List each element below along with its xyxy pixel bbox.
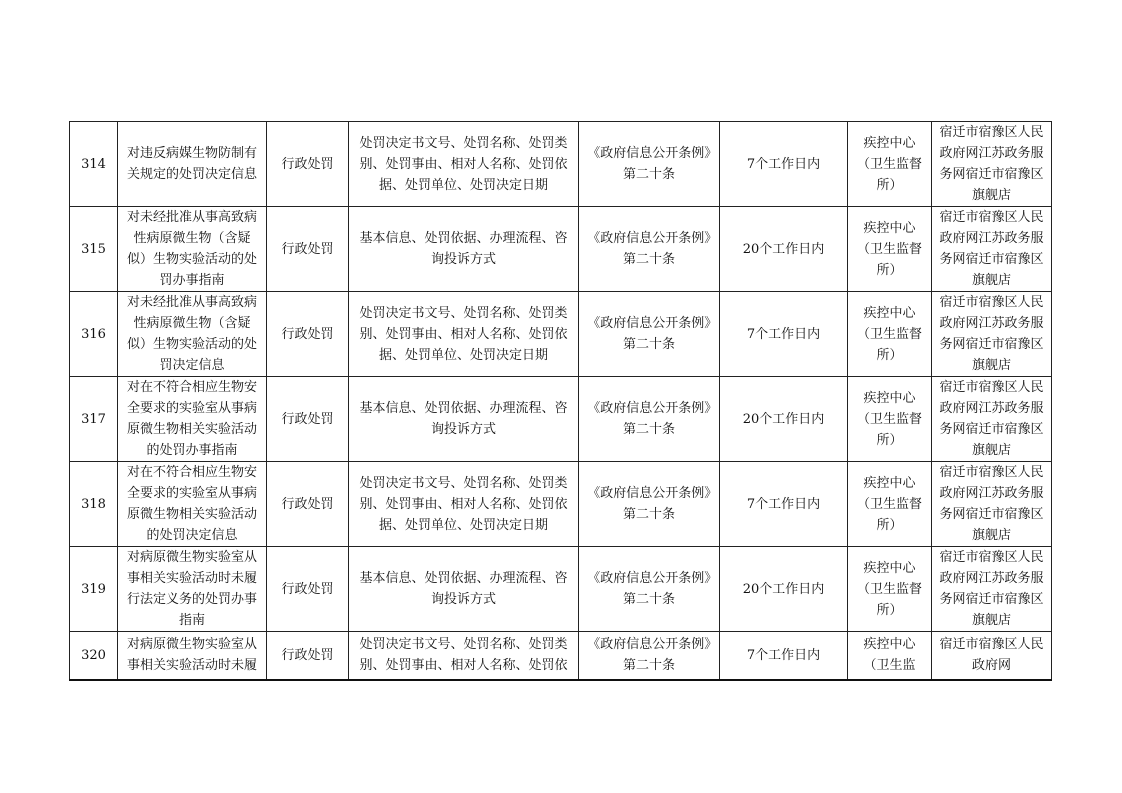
disclosure-period: 20个工作日内 <box>720 547 848 632</box>
disclosure-channel: 宿迁市宿豫区人民政府网江苏政务服务网宿迁市宿豫区旗舰店 <box>932 122 1052 207</box>
disclosure-period: 20个工作日内 <box>720 207 848 292</box>
disclosure-basis: 《政府信息公开条例》第二十条 <box>579 207 720 292</box>
disclosure-channel: 宿迁市宿豫区人民政府网江苏政务服务网宿迁市宿豫区旗舰店 <box>932 462 1052 547</box>
row-number: 316 <box>70 292 118 377</box>
row-number: 320 <box>70 632 118 680</box>
disclosure-channel: 宿迁市宿豫区人民政府网江苏政务服务网宿迁市宿豫区旗舰店 <box>932 292 1052 377</box>
item-name: 对未经批准从事高致病性病原微生物（含疑似）生物实验活动的处罚办事指南 <box>118 207 267 292</box>
responsible-office: 疾控中心（卫生监督所） <box>848 377 932 462</box>
disclosure-period: 7个工作日内 <box>720 632 848 680</box>
item-type: 行政处罚 <box>267 632 349 680</box>
row-number: 318 <box>70 462 118 547</box>
disclosure-basis: 《政府信息公开条例》第二十条 <box>579 377 720 462</box>
disclosure-period: 20个工作日内 <box>720 377 848 462</box>
disclosure-basis: 《政府信息公开条例》第二十条 <box>579 547 720 632</box>
disclosure-table <box>69 121 1052 681</box>
disclosure-channel: 宿迁市宿豫区人民政府网江苏政务服务网宿迁市宿豫区旗舰店 <box>932 207 1052 292</box>
item-name: 对在不符合相应生物安全要求的实验室从事病原微生物相关实验活动的处罚办事指南 <box>118 377 267 462</box>
disclosure-content: 基本信息、处罚依据、办理流程、咨询投诉方式 <box>349 207 579 292</box>
item-type: 行政处罚 <box>267 292 349 377</box>
table-row <box>70 377 1052 462</box>
disclosure-content: 处罚决定书文号、处罚名称、处罚类别、处罚事由、相对人名称、处罚依据、处罚单位、处罚决定日期 <box>349 122 579 207</box>
item-type: 行政处罚 <box>267 377 349 462</box>
disclosure-channel: 宿迁市宿豫区人民政府网江苏政务服务网宿迁市宿豫区旗舰店 <box>932 377 1052 462</box>
disclosure-basis: 《政府信息公开条例》第二十条 <box>579 462 720 547</box>
table-row <box>70 122 1052 207</box>
row-number: 314 <box>70 122 118 207</box>
responsible-office: 疾控中心（卫生监督所） <box>848 547 932 632</box>
table-row <box>70 547 1052 632</box>
table-row <box>70 207 1052 292</box>
disclosure-basis: 《政府信息公开条例》第二十条 <box>579 122 720 207</box>
disclosure-channel: 宿迁市宿豫区人民政府网 <box>932 632 1052 680</box>
responsible-office: 疾控中心（卫生监督所） <box>848 122 932 207</box>
item-name: 对病原微生物实验室从事相关实验活动时未履行法定义务的处罚办事指南 <box>118 547 267 632</box>
item-name: 对未经批准从事高致病性病原微生物（含疑似）生物实验活动的处罚决定信息 <box>118 292 267 377</box>
disclosure-period: 7个工作日内 <box>720 122 848 207</box>
item-name: 对违反病媒生物防制有关规定的处罚决定信息 <box>118 122 267 207</box>
disclosure-basis: 《政府信息公开条例》第二十条 <box>579 292 720 377</box>
item-type: 行政处罚 <box>267 122 349 207</box>
table-row <box>70 292 1052 377</box>
disclosure-content: 基本信息、处罚依据、办理流程、咨询投诉方式 <box>349 377 579 462</box>
disclosure-period: 7个工作日内 <box>720 292 848 377</box>
responsible-office: 疾控中心（卫生监督所） <box>848 292 932 377</box>
disclosure-content: 处罚决定书文号、处罚名称、处罚类别、处罚事由、相对人名称、处罚依据、处罚单位、处罚决定日期 <box>349 292 579 377</box>
disclosure-basis: 《政府信息公开条例》第二十条 <box>579 632 720 680</box>
item-type: 行政处罚 <box>267 547 349 632</box>
responsible-office: 疾控中心（卫生监督所） <box>848 207 932 292</box>
disclosure-content: 处罚决定书文号、处罚名称、处罚类别、处罚事由、相对人名称、处罚依 <box>349 632 579 680</box>
row-number: 315 <box>70 207 118 292</box>
item-name: 对病原微生物实验室从事相关实验活动时未履 <box>118 632 267 680</box>
responsible-office: 疾控中心（卫生监督所） <box>848 462 932 547</box>
row-number: 319 <box>70 547 118 632</box>
item-type: 行政处罚 <box>267 207 349 292</box>
row-number: 317 <box>70 377 118 462</box>
disclosure-period: 7个工作日内 <box>720 462 848 547</box>
disclosure-channel: 宿迁市宿豫区人民政府网江苏政务服务网宿迁市宿豫区旗舰店 <box>932 547 1052 632</box>
responsible-office: 疾控中心（卫生监 <box>848 632 932 680</box>
item-name: 对在不符合相应生物安全要求的实验室从事病原微生物相关实验活动的处罚决定信息 <box>118 462 267 547</box>
disclosure-content: 基本信息、处罚依据、办理流程、咨询投诉方式 <box>349 547 579 632</box>
table-row <box>70 462 1052 547</box>
table-row <box>70 632 1052 680</box>
item-type: 行政处罚 <box>267 462 349 547</box>
disclosure-content: 处罚决定书文号、处罚名称、处罚类别、处罚事由、相对人名称、处罚依据、处罚单位、处罚决定日期 <box>349 462 579 547</box>
